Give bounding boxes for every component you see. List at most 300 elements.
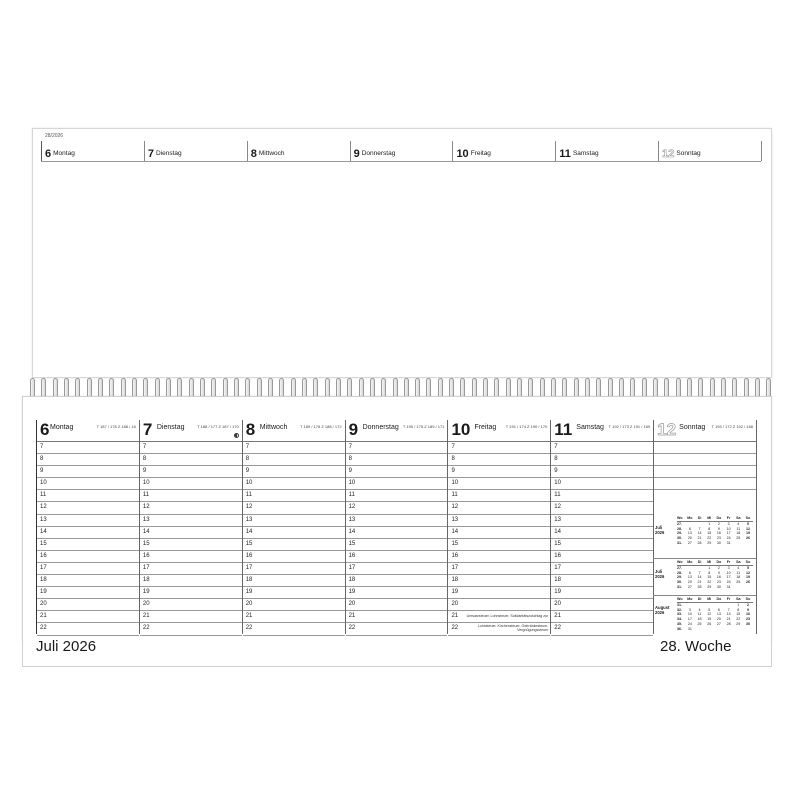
mini-calendar-day: 25 [697, 621, 702, 626]
mini-calendar-day: 26 [745, 536, 750, 541]
hour-label: 13 [245, 516, 253, 523]
hour-row[interactable] [140, 490, 242, 502]
hour-row[interactable] [346, 563, 448, 575]
hour-row[interactable] [140, 478, 242, 490]
mini-calendar-day: 30 [716, 540, 721, 545]
hour-label: 14 [40, 528, 47, 535]
hour-row[interactable] [448, 575, 550, 587]
mini-calendar-weekday: So [743, 560, 753, 565]
day-name: Donnerstag [362, 424, 399, 431]
mini-calendar-day: 28 [726, 621, 731, 626]
hour-row[interactable] [243, 502, 345, 514]
tax-note: Umsatzsteuer, Lohnsteuer, Solidaritätszuschlag zur [466, 614, 549, 619]
hour-row[interactable] [448, 478, 550, 490]
mini-calendar-day [733, 541, 743, 546]
mini-calendar-day: 22 [736, 617, 741, 622]
mini-calendar-week-number: 35. [677, 621, 682, 626]
hour-row[interactable] [448, 563, 550, 575]
hour-label: 9 [348, 468, 352, 475]
mini-calendar-year: 2026 [655, 574, 665, 579]
mini-calendar-day: 16 [716, 531, 721, 536]
mini-calendar-day [733, 627, 743, 632]
day-column-monday [36, 420, 139, 634]
day-column-saturday [550, 420, 653, 634]
hour-label: 15 [142, 540, 150, 547]
hour-row[interactable] [37, 478, 139, 490]
hour-row[interactable] [551, 442, 653, 454]
hour-label: 14 [245, 528, 253, 535]
mini-calendar-day: 23 [716, 536, 721, 541]
hour-row[interactable] [37, 527, 139, 539]
mini-calendar-day: 12 [745, 570, 750, 575]
mini-calendar-weekday: Fr [724, 560, 734, 565]
hour-label: 8 [554, 456, 558, 463]
mini-calendar-weekday: Sa [733, 560, 743, 565]
mini-calendar-day: 3 [727, 521, 730, 526]
upper-day-number: 11 [559, 148, 571, 160]
hour-row[interactable] [37, 563, 139, 575]
mini-calendar-day: 20 [716, 617, 721, 622]
mini-calendar-day: 17 [687, 617, 692, 622]
hour-row[interactable] [346, 454, 448, 466]
hour-row[interactable] [140, 502, 242, 514]
mini-calendar-day: 14 [697, 575, 702, 580]
mini-calendar-day: 27 [716, 621, 721, 626]
hour-label: 19 [142, 589, 150, 596]
hour-label: 22 [40, 625, 47, 632]
hour-label: 10 [40, 480, 47, 487]
day-meta-info: T 187 / 178 Z 186 / 16 [96, 424, 136, 429]
hour-label: 16 [40, 552, 47, 559]
mini-calendar-day: 21 [697, 536, 702, 541]
mini-calendar-weekday: Mi [704, 560, 714, 565]
hour-label: 17 [348, 564, 356, 571]
mini-calendar-weekday: Mo [685, 516, 695, 521]
mini-calendar-day: 11 [736, 570, 741, 575]
hour-row[interactable] [346, 478, 448, 490]
hour-label: 13 [451, 516, 459, 523]
mini-calendar-weekday: Sa [733, 597, 743, 602]
upper-day-wednesday [247, 141, 350, 161]
mini-calendar-week-number: 28. [677, 570, 682, 575]
mini-calendar-day: 13 [716, 612, 721, 617]
hour-label: 21 [142, 613, 150, 620]
hour-row[interactable] [243, 623, 345, 635]
mini-calendar-day: 22 [707, 580, 712, 585]
mini-calendar-day: 28 [697, 584, 702, 589]
upper-day-name: Donnerstag [361, 150, 396, 157]
hour-label: 13 [40, 516, 47, 523]
mini-calendar-day [743, 585, 753, 590]
upper-day-number: 9 [353, 148, 360, 160]
hour-row[interactable] [243, 442, 345, 454]
hour-row[interactable] [346, 442, 448, 454]
mini-calendar-day: 18 [736, 531, 741, 536]
hour-label: 7 [554, 444, 558, 450]
hour-label: 20 [451, 601, 459, 608]
upper-day-number: 6 [45, 148, 52, 160]
hour-row[interactable] [654, 466, 756, 478]
mini-calendar-day: 26 [707, 621, 712, 626]
mini-calendar-day: 19 [745, 575, 750, 580]
hour-row[interactable] [551, 527, 653, 539]
hour-label: 7 [348, 444, 352, 450]
mini-calendar-weekday: Do [714, 516, 724, 521]
hour-label: 20 [245, 601, 253, 608]
mini-calendar-day: 4 [737, 565, 740, 570]
hour-row[interactable] [448, 490, 550, 502]
hour-row[interactable] [243, 611, 345, 623]
hour-row[interactable] [551, 466, 653, 478]
mini-calendar-day: 24 [726, 536, 731, 541]
hour-row[interactable] [346, 502, 448, 514]
hour-row[interactable] [551, 563, 653, 575]
hour-row[interactable] [448, 551, 550, 563]
day-column-tuesday [139, 420, 242, 634]
upper-day-saturday [555, 141, 658, 161]
hour-row[interactable] [140, 587, 242, 599]
hour-label: 8 [142, 456, 147, 463]
hour-row[interactable] [37, 623, 139, 635]
hour-row[interactable] [346, 515, 448, 527]
mini-calendar-day: 11 [697, 612, 702, 617]
mini-calendar-day: 23 [745, 617, 750, 622]
hour-label: 21 [451, 613, 459, 620]
hour-row[interactable] [654, 442, 756, 454]
day-number: 6 [40, 420, 50, 439]
mini-calendar-day: 21 [726, 617, 731, 622]
hour-label: 14 [142, 528, 150, 535]
upper-day-header [41, 141, 761, 162]
mini-calendar-day: 6 [688, 526, 691, 531]
day-header [346, 420, 448, 442]
hour-row[interactable] [243, 599, 345, 611]
hour-row[interactable] [243, 478, 345, 490]
hour-row[interactable] [448, 502, 550, 514]
day-name: Mittwoch [259, 424, 288, 431]
hour-row[interactable] [346, 623, 448, 635]
mini-calendar-day: 15 [707, 575, 712, 580]
day-header [654, 420, 756, 442]
hour-label: 14 [348, 528, 356, 535]
mini-calendar-month-name: Juli [655, 569, 663, 574]
hour-label: 15 [451, 540, 459, 547]
hour-label: 18 [451, 577, 459, 584]
mini-calendar-day: 24 [726, 580, 731, 585]
hour-row[interactable] [243, 539, 345, 551]
hour-row[interactable] [346, 551, 448, 563]
mini-calendar-month [655, 525, 664, 535]
hour-row[interactable] [37, 611, 139, 623]
mini-calendar-weekday: Wo [677, 560, 685, 565]
upper-week-label: 28/2026 [45, 133, 64, 139]
hour-row[interactable] [37, 587, 139, 599]
hour-label: 8 [348, 456, 352, 463]
mini-calendar-day: 2 [746, 602, 749, 607]
mini-calendar-day: 5 [746, 565, 749, 570]
hour-label: 16 [554, 552, 561, 559]
hour-row[interactable] [448, 611, 550, 623]
hour-row[interactable] [448, 454, 550, 466]
hour-row[interactable] [140, 623, 242, 635]
mini-calendar-month-name: Juli [655, 525, 663, 530]
hour-label: 11 [245, 492, 252, 499]
hour-label: 8 [451, 456, 455, 463]
hour-row[interactable] [654, 502, 756, 514]
hour-row[interactable] [551, 611, 653, 623]
mini-calendar-day: 6 [717, 607, 720, 612]
hour-label: 22 [142, 625, 150, 632]
day-column-friday [447, 420, 550, 634]
mini-calendar-day: 12 [745, 526, 750, 531]
hour-row[interactable] [140, 466, 242, 478]
day-number: 12 [657, 420, 677, 439]
hour-row[interactable] [140, 599, 242, 611]
hour-row[interactable] [448, 599, 550, 611]
hour-row[interactable] [551, 490, 653, 502]
hour-label: 15 [40, 540, 47, 547]
hour-row[interactable] [654, 454, 756, 466]
hour-row[interactable] [140, 551, 242, 563]
mini-calendar-day: 5 [746, 521, 749, 526]
mini-calendar-day: 30 [745, 621, 750, 626]
hour-row[interactable] [243, 563, 345, 575]
mini-calendar-day: 28 [697, 540, 702, 545]
hour-label: 11 [40, 492, 47, 499]
hour-label: 12 [245, 504, 253, 511]
hour-row[interactable] [448, 515, 550, 527]
hour-label: 18 [554, 577, 561, 584]
hour-label: 9 [451, 468, 455, 475]
hour-label: 19 [451, 589, 459, 596]
mini-calendar-year: 2026 [655, 530, 665, 535]
day-column-thursday [345, 420, 448, 634]
mini-calendar-day: 8 [737, 607, 740, 612]
hour-label: 21 [554, 613, 561, 620]
upper-day-name: Montag [53, 150, 75, 157]
day-name: Dienstag [156, 424, 185, 431]
mini-calendar-day: 9 [746, 607, 749, 612]
hour-label: 21 [40, 613, 47, 620]
hour-row[interactable] [243, 515, 345, 527]
mini-calendar-day: 19 [745, 531, 750, 536]
mini-calendar-day: 7 [698, 570, 701, 575]
mini-calendar-day [695, 627, 705, 632]
hour-row[interactable] [37, 551, 139, 563]
hour-row[interactable] [346, 599, 448, 611]
hour-row[interactable] [551, 599, 653, 611]
day-meta-info: T 189 / 176 Z 188 / 172 [300, 424, 342, 429]
upper-day-number: 7 [147, 148, 154, 160]
hour-row[interactable] [448, 466, 550, 478]
hour-row[interactable] [346, 539, 448, 551]
hour-row[interactable] [346, 466, 448, 478]
hour-row[interactable] [37, 490, 139, 502]
hour-row[interactable] [37, 442, 139, 454]
hour-row[interactable] [243, 454, 345, 466]
hour-row[interactable] [243, 551, 345, 563]
mini-calendar-day [743, 627, 753, 632]
mini-calendar-day: 31 [687, 626, 692, 631]
hour-row[interactable] [551, 575, 653, 587]
mini-calendar-day: 18 [697, 617, 702, 622]
hour-label: 10 [348, 480, 356, 487]
moon-phase-icon [234, 433, 239, 438]
hour-label: 12 [142, 504, 150, 511]
hour-label: 17 [554, 564, 561, 571]
hour-row[interactable] [243, 575, 345, 587]
upper-day-number: 8 [250, 148, 257, 160]
mini-calendar-day [743, 541, 753, 546]
mini-calendar-day: 31 [726, 584, 731, 589]
hour-row[interactable] [243, 587, 345, 599]
hour-label: 11 [142, 492, 150, 499]
hour-row[interactable] [551, 623, 653, 635]
day-name: Montag [50, 424, 74, 431]
hour-label: 12 [40, 504, 47, 511]
hour-row[interactable] [37, 454, 139, 466]
hour-label: 20 [40, 601, 47, 608]
hour-row[interactable] [551, 551, 653, 563]
hour-label: 19 [245, 589, 253, 596]
hour-row[interactable] [37, 466, 139, 478]
mini-calendar-day: 10 [726, 526, 731, 531]
hour-row[interactable] [551, 478, 653, 490]
hour-label: 9 [554, 468, 558, 475]
hour-row[interactable] [37, 539, 139, 551]
upper-day-name: Sonntag [676, 150, 701, 157]
hour-row[interactable] [346, 587, 448, 599]
hour-row[interactable] [140, 442, 242, 454]
mini-calendar-weekday: Mi [704, 597, 714, 602]
mini-calendar-week-number: 31. [677, 584, 682, 589]
hour-label: 11 [348, 492, 355, 499]
mini-calendar-day: 6 [688, 570, 691, 575]
hour-row[interactable] [140, 454, 242, 466]
hour-label: 13 [554, 516, 561, 523]
mini-calendar-weekday: So [743, 597, 753, 602]
mini-calendar-weekday: Do [714, 560, 724, 565]
hour-row[interactable] [654, 478, 756, 490]
hour-row[interactable] [140, 515, 242, 527]
hour-row[interactable] [448, 587, 550, 599]
day-meta-info: T 188 / 177 Z 187 / 170 [197, 424, 239, 429]
upper-day-sunday [658, 141, 761, 161]
hour-label: 22 [554, 625, 561, 632]
day-header [448, 420, 550, 442]
hour-row[interactable] [140, 611, 242, 623]
hour-row[interactable] [346, 611, 448, 623]
hour-row[interactable] [346, 575, 448, 587]
hour-label: 16 [451, 552, 459, 559]
day-name: Freitag [474, 424, 497, 431]
hour-row[interactable] [551, 515, 653, 527]
hour-row[interactable] [551, 454, 653, 466]
hour-row[interactable] [448, 527, 550, 539]
hour-label: 14 [451, 528, 459, 535]
mini-calendar-day [733, 585, 743, 590]
footer-month-year: Juli 2026 [36, 638, 97, 655]
hour-row[interactable] [140, 575, 242, 587]
hour-row[interactable] [448, 442, 550, 454]
day-name: Sonntag [679, 424, 706, 431]
mini-calendar [653, 515, 756, 555]
hour-row[interactable] [448, 539, 550, 551]
hour-row[interactable] [37, 575, 139, 587]
mini-calendar-month-name: August [655, 605, 670, 610]
hour-label: 15 [245, 540, 253, 547]
hour-row[interactable] [140, 563, 242, 575]
mini-calendar-day: 23 [716, 580, 721, 585]
mini-calendar-week-number: 31. [677, 540, 682, 545]
hour-label: 20 [142, 601, 150, 608]
hour-row[interactable] [448, 623, 550, 635]
day-meta-info: T 193 / 172 Z 192 / 168 [711, 424, 754, 429]
day-number: 10 [451, 420, 471, 439]
mini-calendar-day: 12 [707, 612, 712, 617]
footer-week-number: 28. Woche [660, 638, 732, 655]
day-number: 8 [245, 420, 256, 439]
hour-row[interactable] [243, 490, 345, 502]
hour-label: 11 [554, 492, 561, 499]
mini-calendar-day: 9 [717, 570, 720, 575]
hour-label: 13 [142, 516, 150, 523]
hour-row[interactable] [346, 527, 448, 539]
upper-day-number: 10 [456, 148, 469, 160]
mini-calendar-week-number: 29. [677, 575, 682, 580]
day-number: 11 [554, 420, 573, 439]
day-meta-info: T 191 / 174 Z 190 / 170 [505, 424, 548, 429]
mini-calendar-week-number: 30. [677, 536, 682, 541]
hour-row[interactable] [243, 527, 345, 539]
mini-calendar-day: 22 [707, 536, 712, 541]
mini-calendar-weekday: Do [714, 597, 724, 602]
hour-label: 18 [245, 577, 253, 584]
day-meta-info: T 192 / 173 Z 191 / 169 [608, 424, 651, 429]
upper-day-name: Mittwoch [258, 150, 285, 157]
hour-row[interactable] [654, 490, 756, 502]
mini-calendar-day: 17 [726, 531, 731, 536]
day-header [37, 420, 139, 442]
mini-calendar-weekday: Wo [677, 516, 685, 521]
day-number: 7 [142, 420, 153, 439]
mini-calendar-day: 1 [708, 565, 711, 570]
hour-row[interactable] [140, 539, 242, 551]
mini-calendar [653, 595, 756, 636]
hour-row[interactable] [551, 539, 653, 551]
hour-row[interactable] [37, 515, 139, 527]
hour-row[interactable] [37, 599, 139, 611]
mini-calendar-day: 25 [736, 580, 741, 585]
hour-label: 17 [40, 564, 47, 571]
mini-calendar-day: 19 [707, 617, 712, 622]
hour-row[interactable] [243, 466, 345, 478]
hour-label: 17 [245, 564, 253, 571]
mini-calendar-day [704, 627, 714, 632]
hour-row[interactable] [551, 502, 653, 514]
hour-row[interactable] [551, 587, 653, 599]
mini-calendar-day: 13 [687, 575, 692, 580]
hour-row[interactable] [140, 527, 242, 539]
hour-row[interactable] [346, 490, 448, 502]
hour-row[interactable] [37, 502, 139, 514]
mini-calendar-day: 10 [687, 612, 692, 617]
mini-calendar-day: 25 [736, 536, 741, 541]
mini-calendar-day: 29 [707, 584, 712, 589]
hour-label: 9 [142, 468, 147, 475]
mini-calendar-day: 27 [687, 540, 692, 545]
mini-calendar-day: 4 [737, 521, 740, 526]
